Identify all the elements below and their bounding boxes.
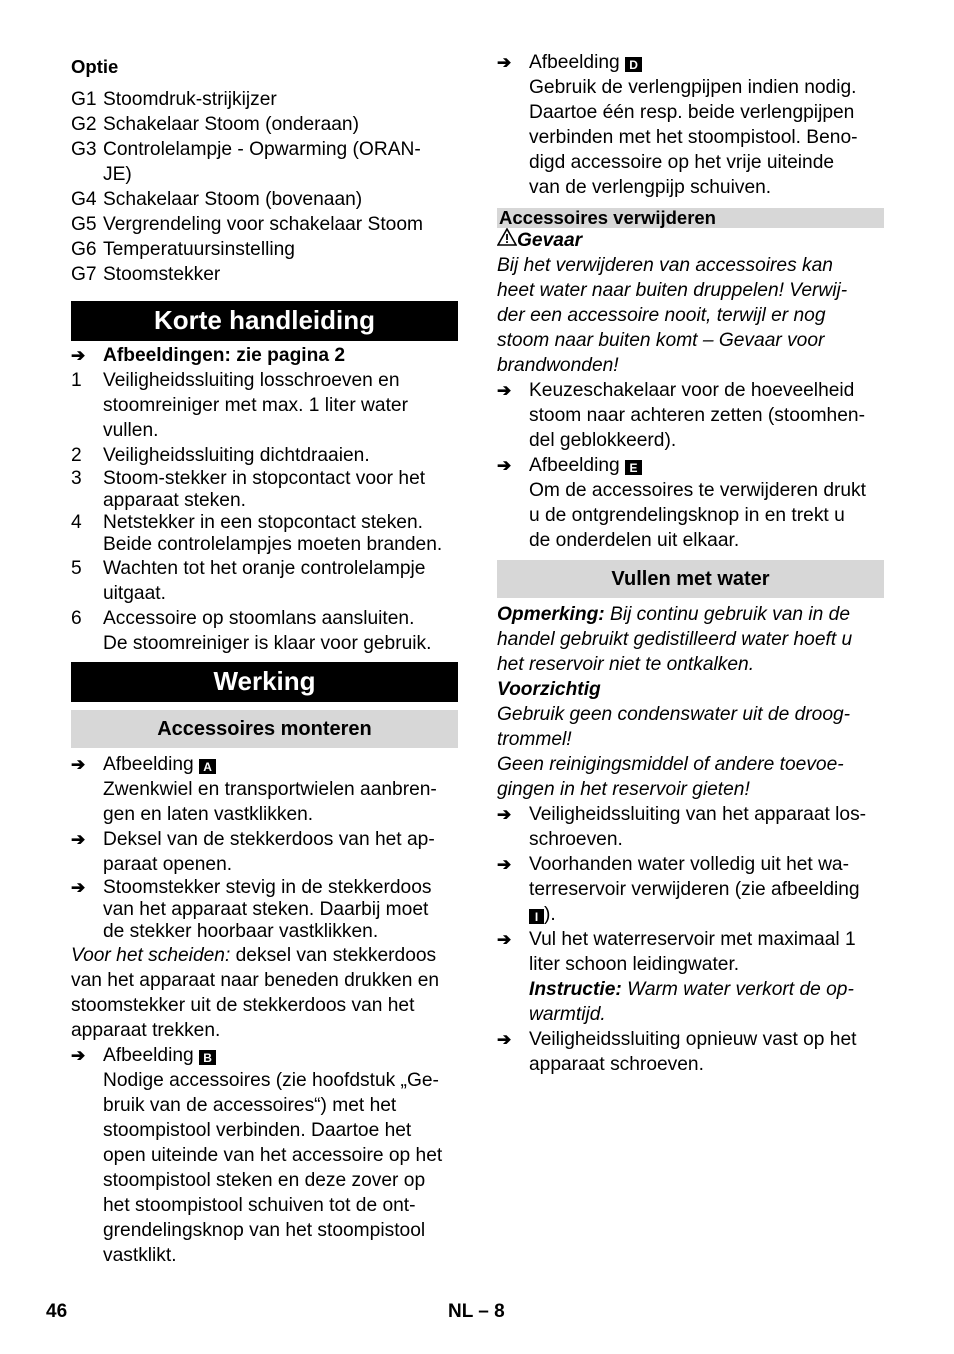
gevaar-paragraph: Bij het verwijderen van accessoires kan heet water naar buiten druppelen! Verwij- der een accessoire nooit, terwijl er nog stoom naar buiten komt – Gevaar voor brandwonden! (497, 255, 848, 376)
warning-triangle-icon (497, 228, 517, 253)
figure-e-block: ➔ Afbeelding E Om de accessoires te verwijderen drukt u de ontgrendelingsknop in en trekt u de onderdelen uit elkaar. (497, 455, 866, 551)
veiligheid-block: ➔ Veiligheidssluiting van het apparaat los- schroeven. (497, 804, 867, 850)
step-5: 5 Wachten tot het oranje controlelampje uitgaat. (71, 558, 426, 604)
opnieuw-block: ➔ Veiligheidssluiting opnieuw vast op het apparaat schroeven. (497, 1029, 857, 1075)
voorzichtig-label: Voorzichtig (497, 679, 601, 700)
step-1: 1 Veiligheidssluiting losschroeven en stoomreiniger met max. 1 liter water vullen. (71, 370, 408, 441)
right-arrow-icon: ➔ (71, 878, 86, 897)
right-arrow-icon: ➔ (71, 755, 86, 774)
step-4: 4 Netstekker in een stopcontact steken. Beide controlelampjes moeten branden. (71, 512, 443, 555)
opmerking-paragraph: Opmerking: Bij continu gebruik van in de handel gebruikt gedistilleerd water hoeft u het reservoir niet te ontkalken. (497, 604, 853, 675)
voorzichtig-paragraph: Gebruik geen condenswater uit de droog- trommel! Geen reinigingsmiddel of andere toevoe- gingen in het reservoir gieten! (497, 704, 851, 800)
scheiden-paragraph: Voor het scheiden: deksel van stekkerdoos van het apparaat naar beneden drukken en stoomstekker uit de stekkerdoos van het apparaat trekken. (71, 945, 440, 1041)
accessoires-monteren-heading: Accessoires monteren (71, 710, 458, 748)
figure-a-block: ➔ Afbeelding A Zwenkwiel en transportwielen aanbren- gen en laten vastklikken. (71, 754, 437, 825)
g-items-list (71, 87, 458, 287)
right-arrow-icon: ➔ (497, 1030, 512, 1049)
figure-e-badge: E (625, 460, 642, 475)
section-label: NL – 8 (448, 1301, 505, 1322)
right-arrow-icon: ➔ (71, 1046, 86, 1065)
left-column (71, 50, 458, 1268)
figure-b-block: ➔ Afbeelding B Nodige accessoires (zie hoofdstuk „Ge- bruik van de accessoires“) met het stoompistool verbinden. Daartoe het open uiteinde van het accessoire op het stoompistool steken en deze zover op het stoompistool schuiven tot de ont- grendelingsknop van het stoompistool vastklikt. (71, 1045, 443, 1266)
step-3: 3 Stoom-stekker in stopcontact voor het apparaat steken. (71, 468, 426, 511)
figure-b-badge: B (199, 1050, 216, 1065)
step-6: 6 Accessoire op stoomlans aansluiten. De stoomreiniger is klaar voor gebruik. (71, 608, 432, 654)
right-arrow-icon: ➔ (497, 930, 512, 949)
accessoires-verwijderen-heading: Accessoires verwijderen (497, 208, 884, 228)
step-2: 2 Veiligheidssluiting dichtdraaien. (71, 445, 370, 466)
right-arrow-icon: ➔ (497, 53, 512, 72)
right-arrow-icon: ➔ (497, 805, 512, 824)
list-item: G4 Schakelaar Stoom (bovenaan) (71, 189, 363, 210)
werking-heading: Werking (71, 662, 458, 702)
list-item: G6 Temperatuursinstelling (71, 239, 295, 260)
list-item: G3 Controlelampje - Opwarming (ORAN- (71, 139, 421, 160)
vullen-met-water-heading: Vullen met water (497, 560, 884, 598)
page-number: 46 (46, 1301, 68, 1322)
figure-d-badge: D (625, 57, 642, 72)
stekker-block: ➔ Stoomstekker stevig in de stekkerdoos van het apparaat steken. Daarbij moet de stekker hoorbaar vastklikken. (71, 877, 432, 942)
korte-handleiding-heading: Korte handleiding (71, 301, 458, 341)
list-item: G2 Schakelaar Stoom (onderaan) (71, 114, 359, 135)
vul-block: ➔ Vul het waterreservoir met maximaal 1 liter schoon leidingwater. Instructie: Warm water verkort de op- warmtijd. (497, 929, 856, 1025)
figure-i-badge: I (529, 909, 544, 924)
right-arrow-icon: ➔ (497, 456, 512, 475)
right-arrow-icon: ➔ (71, 830, 86, 849)
list-item: G7 Stoomstekker (71, 264, 221, 285)
korte-intro: ➔ Afbeeldingen: zie pagina 2 (71, 345, 346, 366)
list-item: JE) (103, 164, 132, 185)
list-item: G5 Vergrendeling voor schakelaar Stoom (71, 214, 423, 235)
keuze-block: ➔ Keuzeschakelaar voor de hoeveelheid stoom naar achteren zetten (stoomhen- del geblokkeerd). (497, 380, 865, 451)
right-arrow-icon: ➔ (497, 381, 512, 400)
figure-a-badge: A (199, 759, 216, 774)
option-heading: Optie (71, 56, 119, 77)
figure-d-block: ➔ Afbeelding D Gebruik de verlengpijpen indien nodig. Daartoe één resp. beide verlengpijpen verbinden met het stoompistool. Beno- digd accessoire op het vrije uiteinde van de verlengpijp schuiven. (497, 52, 858, 198)
list-item: G1 Stoomdruk-strijkijzer (71, 89, 277, 110)
gevaar-label-row: Gevaar (497, 228, 884, 253)
right-arrow-icon: ➔ (497, 855, 512, 874)
right-arrow-icon: ➔ (71, 346, 86, 365)
right-column (497, 50, 884, 1077)
deksel-block: ➔ Deksel van de stekkerdoos van het ap- paraat openen. (71, 829, 435, 875)
voorhanden-block: ➔ Voorhanden water volledig uit het wa- terreservoir verwijderen (zie afbeelding I ). (497, 854, 860, 925)
